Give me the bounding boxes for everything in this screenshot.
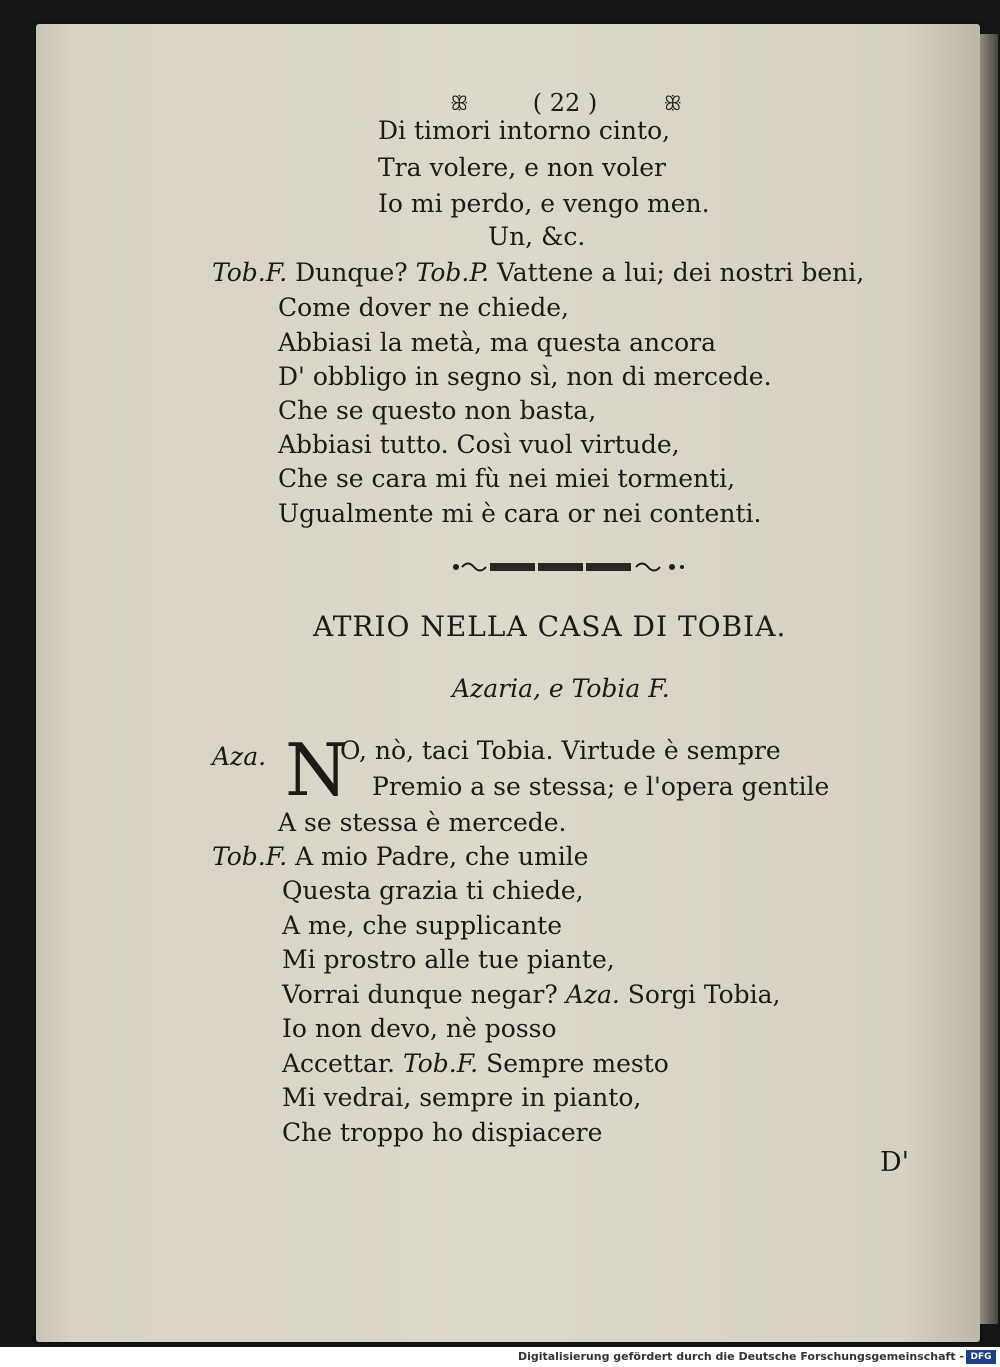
page-number: ( 22 ) (532, 89, 598, 117)
catchword: D' (880, 1147, 910, 1178)
speech-line (282, 980, 780, 1010)
verse-line: Tra volere, e non voler (378, 153, 666, 182)
verse-line: Mi vedrai, sempre in pianto, (282, 1083, 642, 1112)
verse-line: Come dover ne chiede, (278, 293, 569, 322)
page-edge (980, 34, 998, 1324)
verse-line: Mi prostro alle tue piante, (282, 945, 615, 974)
verse-line: Premio a se stessa; e l'opera gentile (372, 772, 830, 801)
verse-line: Io non devo, nè posso (282, 1014, 557, 1043)
verse-line: A se stessa è mercede. (278, 808, 567, 837)
speaker-name: Tob.F. (402, 1049, 479, 1078)
header-ornament-left-icon: ꕥ (450, 91, 467, 115)
speech-line (282, 1049, 669, 1079)
speaker-name: Tob.P. (415, 258, 490, 287)
verse-line: Questa grazia ti chiede, (282, 876, 584, 905)
speech-text: Vattene a lui; dei nostri beni, (497, 258, 865, 287)
verse-line: O, nò, taci Tobia. Virtude è sempre (340, 736, 781, 765)
speech-text: Dunque? (295, 258, 408, 287)
speech-line (212, 258, 864, 288)
speech-text: A mio Padre, che umile (295, 842, 589, 871)
verse-line: Che troppo ho dispiacere (282, 1118, 603, 1147)
speech-text: Sempre mesto (486, 1049, 669, 1078)
speaker-name: Tob.F. (212, 842, 288, 871)
speech-text: Sorgi Tobia, (627, 980, 781, 1009)
speaker-name: Tob.F. (212, 258, 288, 287)
drop-cap: N (285, 728, 348, 812)
speech-text: Accettar. (282, 1049, 396, 1078)
verse-line: Che se questo non basta, (278, 396, 597, 425)
verse-line: Abbiasi la metà, ma questa ancora (278, 328, 717, 357)
verse-line: D' obbligo in segno sì, non di mercede. (278, 362, 772, 391)
speaker-name: Aza. (565, 980, 620, 1009)
digitization-footer (0, 1347, 1000, 1367)
verse-line: Ugualmente mi è cara or nei contenti. (278, 499, 762, 528)
verse-line: Io mi perdo, e vengo men. (378, 189, 710, 218)
speaker-name: Aza. (212, 742, 267, 771)
page-header (450, 86, 680, 120)
scene-title: ATRIO NELLA CASA DI TOBIA. (313, 610, 787, 643)
dfg-logo: DFG (966, 1350, 996, 1364)
header-ornament-right-icon: ꕥ (663, 91, 680, 115)
speech-text: Vorrai dunque negar? (282, 980, 558, 1009)
ornamental-divider-icon (450, 558, 690, 576)
verse-line: A me, che supplicante (282, 911, 563, 940)
footer-credit: Digitalisierung gefördert durch die Deutsche Forschungsgemeinschaft - (517, 1350, 964, 1363)
verse-line: Abbiasi tutto. Così vuol virtude, (278, 430, 680, 459)
scene-characters: Azaria, e Tobia F. (452, 674, 670, 703)
verse-line: Un, &c. (488, 222, 586, 251)
verse-line: Che se cara mi fù nei miei tormenti, (278, 464, 736, 493)
speech-line (212, 842, 588, 872)
verse-line: Di timori intorno cinto, (378, 116, 671, 145)
